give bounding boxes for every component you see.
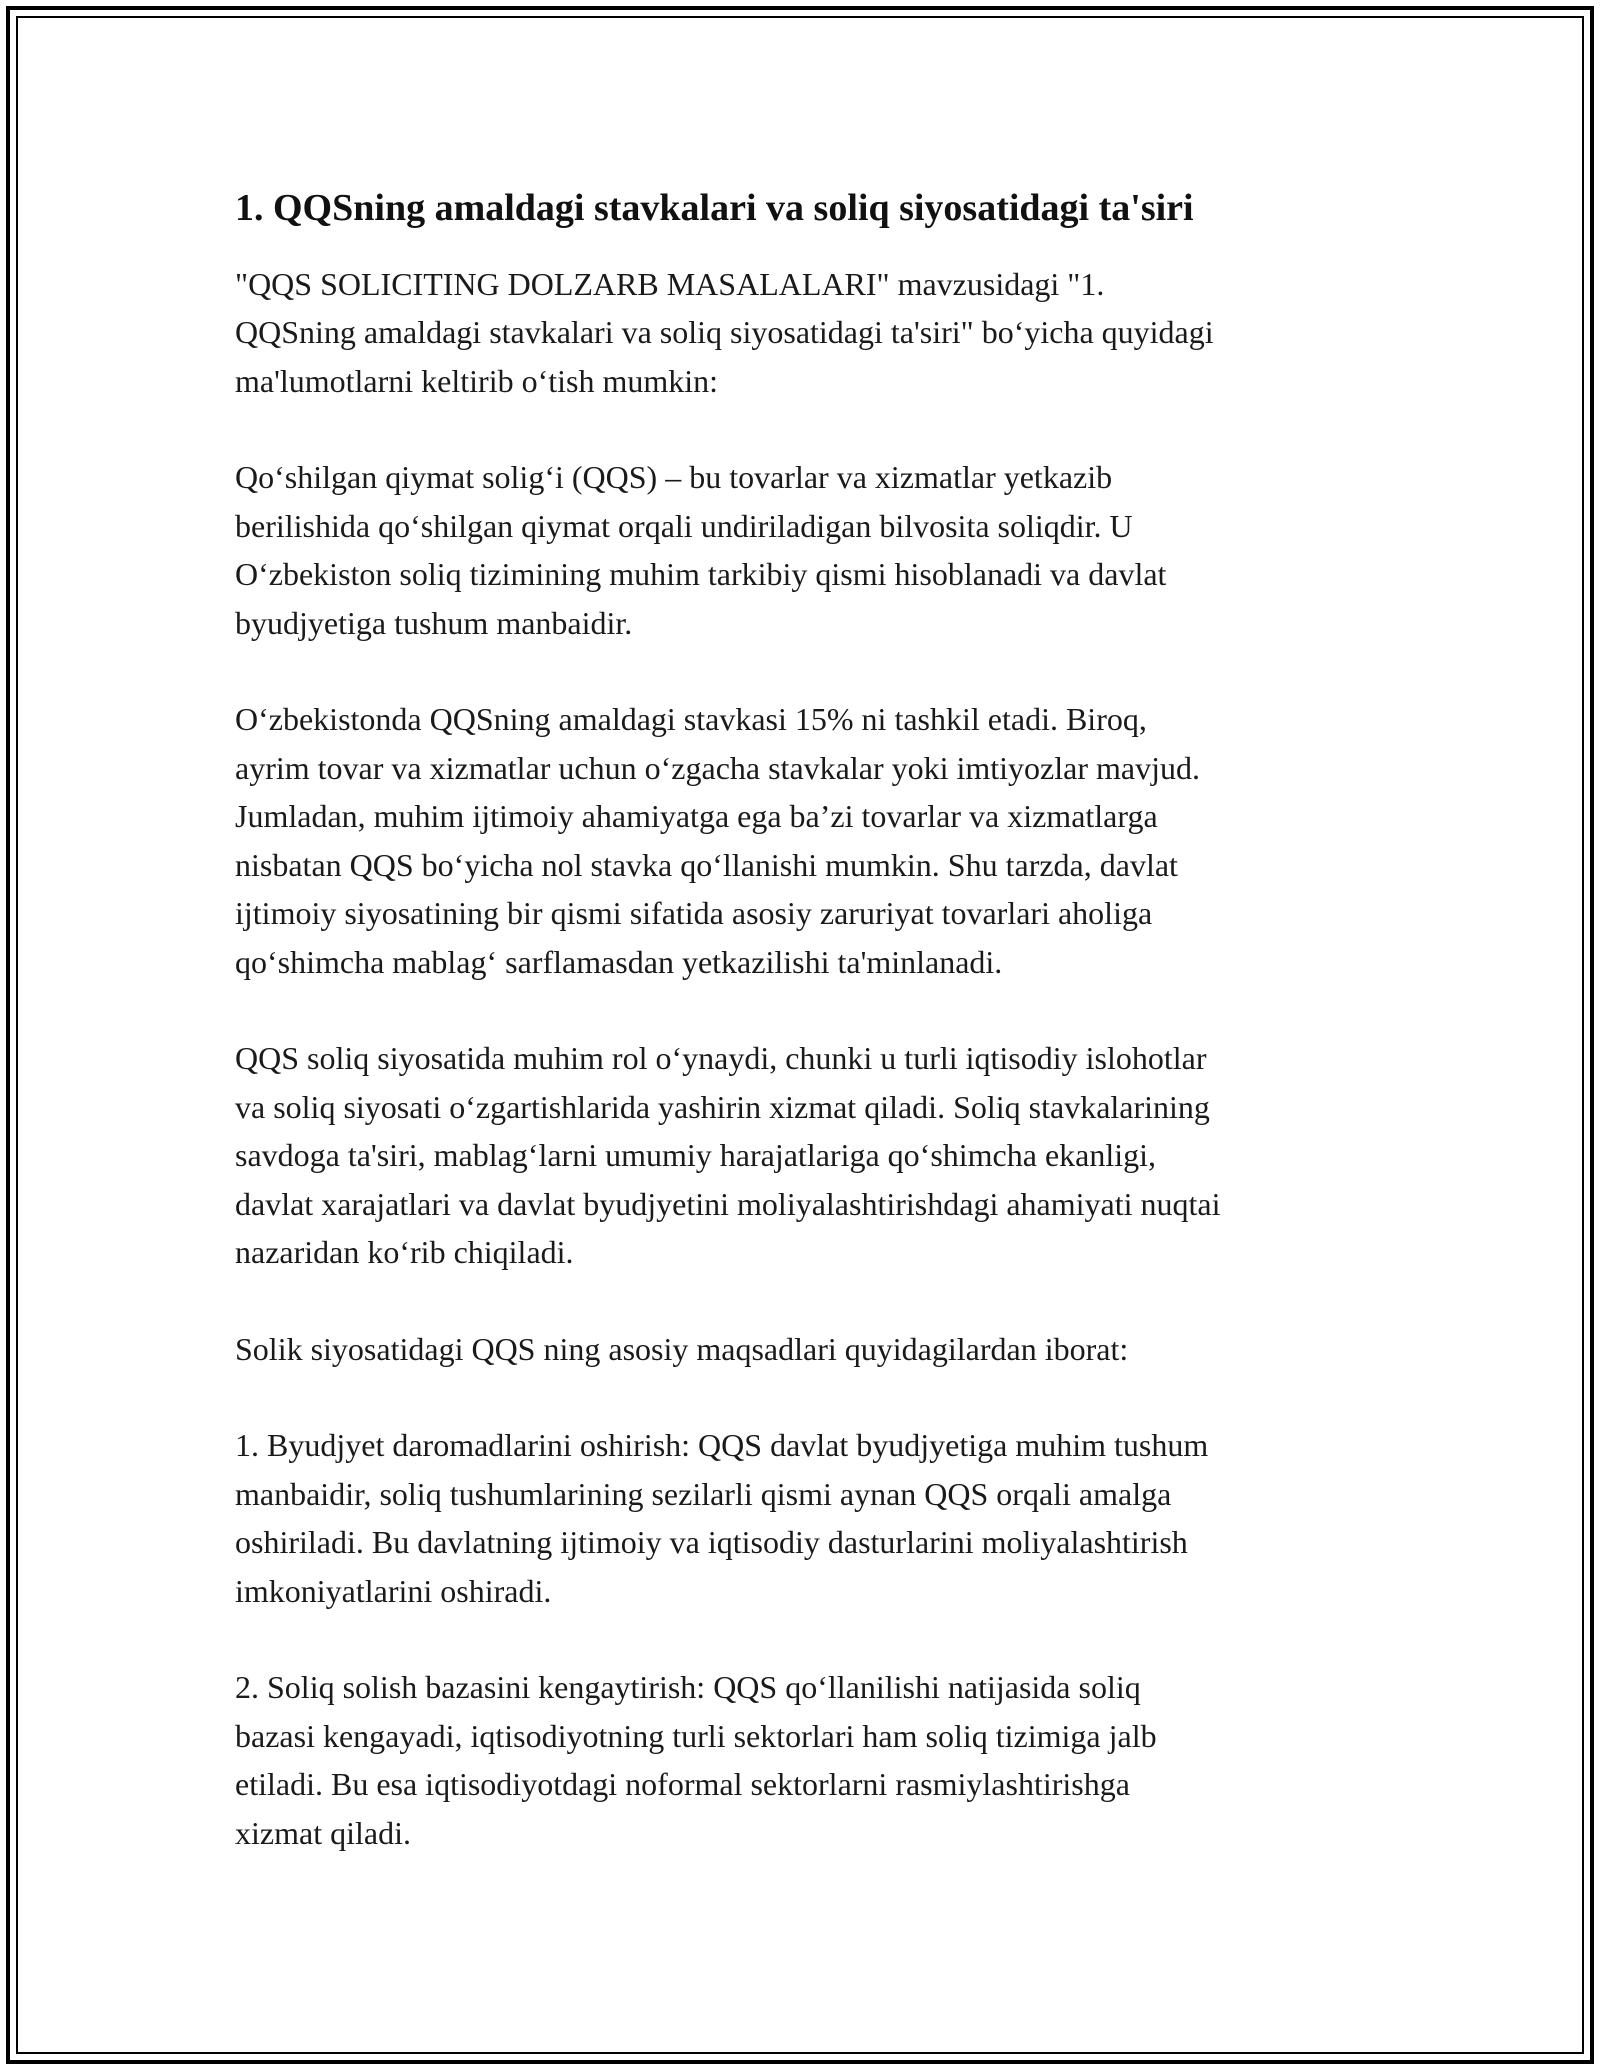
document-body	[235, 186, 1375, 1905]
list-item-goal-2: 2. Soliq solish bazasini kengaytirish: QQS qo‘llanilishi natijasida soliq bazasi kengayadi, iqtisodiyotning turli sektorlari ham soliq tizimiga jalb etiladi. Bu esa iqtisodiyotdagi noformal sektorlarni rasmiylashtirishga xizmat qiladi.	[235, 1669, 1157, 1851]
paragraph-vat-policy-role: QQS soliq siyosatida muhim rol o‘ynaydi, chunki u turli iqtisodiy islohotlar va soliq siyosati o‘zgartishlarida yashirin xizmat qiladi. Soliq stavkalarining savdoga ta'siri, mablag‘larni umumiy harajatlariga qo‘shimcha ekanligi, davlat xarajatlari va davlat byudjyetini moliyalashtirishdagi ahamiyati nuqtai nazaridan ko‘rib chiqiladi.	[235, 1040, 1221, 1271]
paragraph-intro: "QQS SOLICITING DOLZARB MASALALARI" mavzusidagi "1. QQSning amaldagi stavkalari va soliq siyosatidagi ta'siri" bo‘yicha quyidagi ma'lumotlarni keltirib o‘tish mumkin:	[235, 265, 1214, 399]
paragraph-goals-intro: Solik siyosatidagi QQS ning asosiy maqsadlari quyidagilardan iborat:	[235, 1330, 1129, 1367]
list-item-goal-1: 1. Byudjyet daromadlarini oshirish: QQS davlat byudjyetiga muhim tushum manbaidir, soliq tushumlarining sezilarli qismi aynan QQS orqali amalga oshiriladi. Bu davlatning ijtimoiy va iqtisodiy dasturlarini moliyalashtirish imkoniyatlarini oshiradi.	[235, 1427, 1209, 1609]
paragraph-vat-rate: O‘zbekistonda QQSning amaldagi stavkasi 15% ni tashkil etadi. Biroq, ayrim tovar va xizmatlar uchun o‘zgacha stavkalar yoki imtiyozlar mavjud. Jumladan, muhim ijtimoiy ahamiyatga ega ba’zi tovarlar va xizmatlarga nisbatan QQS bo‘yicha nol stavka qo‘llanishi mumkin. Shu tarzda, davlat ijtimoiy siyosatining bir qismi sifatida asosiy zaruriyat tovarlari aholiga qo‘shimcha mablag‘ sarflamasdan yetkazilishi ta'minlanadi.	[235, 701, 1200, 980]
paragraph-vat-definition: Qo‘shilgan qiymat solig‘i (QQS) – bu tovarlar va xizmatlar yetkazib berilishida qo‘shilgan qiymat orqali undiriladigan bilvosita soliqdir. U O‘zbekiston soliq tizimining muhim tarkibiy qismi hisoblanadi va davlat byudjyetiga tushum manbaidir.	[235, 459, 1167, 641]
document-title: 1. QQSning amaldagi stavkalari va soliq siyosatidagi ta'siri	[235, 187, 1194, 229]
